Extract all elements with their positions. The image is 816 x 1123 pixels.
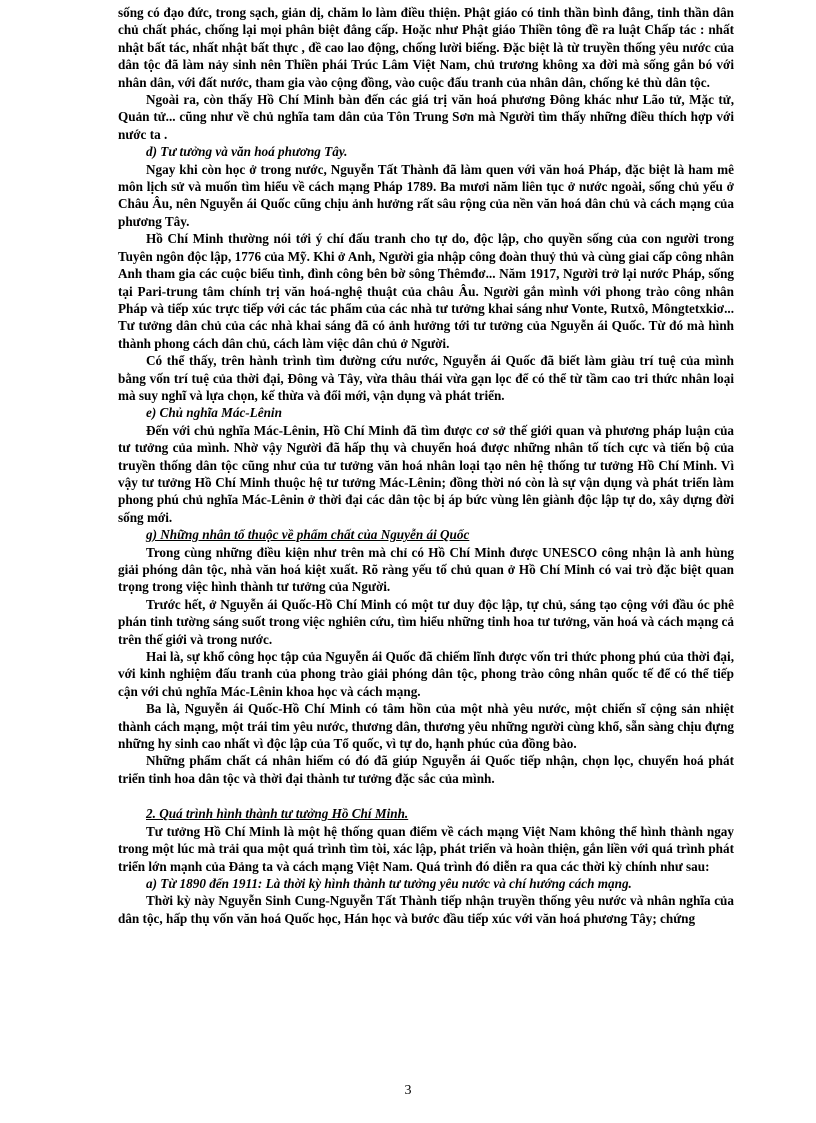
paragraph: Ngay khi còn học ở trong nước, Nguyễn Tất Thành đã làm quen với văn hoá Pháp, đặc biệt là ham mê môn lịch sử và muốn tìm hiểu về cách mạng Pháp 1789. Ba mươi năm liên tục ở nước ngoài, sống chủ yếu ở Châu Âu, nên Nguyễn ái Quốc cũng chịu ảnh hưởng rất sâu rộng của nền văn hoá dân chủ và cách mạng của phương Tây. [118,161,734,229]
paragraph: Trong cùng những điều kiện như trên mà chỉ có Hồ Chí Minh được UNESCO công nhận là anh hùng giải phóng dân tộc, nhà văn hoá kiệt xuất. Rõ ràng yếu tố chủ quan ở Hồ Chí Minh có vai trò đặc biệt quan trọng trong việc hình thành tư tưởng của Người. [118,544,734,595]
paragraph: Thời kỳ này Nguyễn Sinh Cung-Nguyễn Tất Thành tiếp nhận truyền thống yêu nước và nhân nghĩa của dân tộc, hấp thụ vốn văn hoá Quốc học, Hán học và bước đầu tiếp xúc với văn hoá phương Tây; chứng [118,893,734,926]
paragraph: sống có đạo đức, trong sạch, giản dị, chăm lo làm điều thiện. Phật giáo có tinh thần bình đẳng, tinh thần dân chủ chất phác, chống lại mọi phân biệt đẳng cấp. Hoặc như Phật giáo Thiền tông đề ra luật Chấp tác : nhất nhật bất tác, nhất nhật bất thực , đề cao lao động, chống lười biếng. Đặc biệt là từ truyền thống yêu nước của dân tộc đã làm nảy sinh nên Thiền phái Trúc Lâm Việt Nam, chủ trương không xa đời mà sống gắn bó với nhân dân, với đất nước, tham gia vào cộng đồng, vào cuộc đấu tranh của nhân dân, chống kẻ thù dân tộc. [118,5,734,90]
section-heading: 2. Quá trình hình thành tư tưởng Hồ Chí Minh. [146,806,409,822]
section-heading: e) Chủ nghĩa Mác-Lênin [146,405,282,421]
section-heading: d) Tư tưởng và văn hoá phương Tây. [146,144,348,160]
paragraph: Ngoài ra, còn thấy Hồ Chí Minh bàn đến các giá trị văn hoá phương Đông khác như Lão tử, Mặc tử, Quản tử... cũng như về chủ nghĩa tam dân của Tôn Trung Sơn mà Người tìm thấy những điều thích hợp với nước ta . [118,92,734,142]
paragraph: Hai là, sự khổ công học tập của Nguyễn ái Quốc đã chiếm lĩnh được vốn tri thức phong phú của thời đại, với kinh nghiệm đấu tranh của phong trào giải phóng dân tộc, phong trào công nhân quốc tế để có thể tiếp cận với chủ nghĩa Mác-Lênin khoa học và cách mạng. [118,649,734,699]
paragraph: Ba là, Nguyễn ái Quốc-Hồ Chí Minh có tâm hồn của một nhà yêu nước, một chiến sĩ cộng sản nhiệt thành cách mạng, một trái tim yêu nước, thương dân, thương yêu những người cùng khổ, sẵn sàng chịu đựng những hy sinh cao nhất vì độc lập của Tổ quốc, vì tự do, hạnh phúc của đồng bào. [118,701,734,752]
paragraph-spacer [118,787,734,805]
paragraph: Những phẩm chất cá nhân hiếm có đó đã giúp Nguyễn ái Quốc tiếp nhận, chọn lọc, chuyển hoá phát triển tinh hoa dân tộc và thời đại thành tư tưởng đặc sắc của mình. [118,753,734,786]
paragraph: Tư tưởng Hồ Chí Minh là một hệ thống quan điểm về cách mạng Việt Nam không thể hình thành ngay trong một lúc mà trải qua một quá trình tìm tòi, xác lập, phát triển và hoàn thiện, gắn liền với quá trình phát triển lớn mạnh của Đảng ta và cách mạng Việt Nam. Quá trình đó diễn ra qua các thời kỳ chính như sau: [118,823,734,874]
paragraph: Hồ Chí Minh thường nói tới ý chí đấu tranh cho tự do, độc lập, cho quyền sống của con người trong Tuyên ngôn độc lập, 1776 của Mỹ. Khi ở Anh, Người gia nhập công đoàn thuỷ thủ và cùng giai cấp công nhân Anh tham gia các cuộc biểu tình, đình công bên bờ sông Thêmđơ... Năm 1917, Người trở lại nước Pháp, sống tại Pari-trung tâm chính trị văn hoá-nghệ thuật của châu Âu. Người gắn mình với phong trào công nhân Pháp và tiếp xúc trực tiếp với các tác phẩm của các nhà tư tưởng khai sáng như Vonte, Rutxô, Môngtetxkiơ... Tư tưởng dân chủ của các nhà khai sáng đã có ảnh hưởng tới tư tưởng của Nguyễn ái Quốc. Từ đó mà hình thành phong cách dân chủ, cách làm việc dân chủ ở Người. [118,231,734,351]
paragraph: Đến với chủ nghĩa Mác-Lênin, Hồ Chí Minh đã tìm được cơ sở thế giới quan và phương pháp luận của tư tưởng của mình. Nhờ vậy Người đã hấp thụ và chuyển hoá được những nhân tố tích cực và tiến bộ của truyền thống dân tộc cũng như của tư tưởng văn hoá nhân loại tạo nên hệ thống tư tưởng Hồ Chí Minh. Vì vậy tư tưởng Hồ Chí Minh thuộc hệ tư tưởng Mác-Lênin; đồng thời nó còn là sự vận dụng và phát triển làm phong phú chủ nghĩa Mác-Lênin ở thời đại các dân tộc bị áp bức vùng lên giành độc lập tự do, xây dựng đời sống mới. [118,422,734,525]
page-number: 3 [404,1083,412,1098]
document-page [118,4,734,927]
section-heading: a) Từ 1890 đến 1911: Là thời kỳ hình thành tư tưởng yêu nước và chí hướng cách mạng. [146,875,632,891]
paragraph: Trước hết, ở Nguyễn ái Quốc-Hồ Chí Minh có một tư duy độc lập, tự chủ, sáng tạo cộng với đầu óc phê phán tinh tường sáng suốt trong việc nghiên cứu, tìm hiểu những tinh hoa tư tưởng, văn hoá và cách mạng cả trên thế giới và trong nước. [118,596,734,647]
section-heading: g) Những nhân tố thuộc về phẩm chất của Nguyễn ái Quốc [146,527,470,543]
paragraph: Có thể thấy, trên hành trình tìm đường cứu nước, Nguyễn ái Quốc đã biết làm giàu trí tuệ của mình bằng vốn trí tuệ của thời đại, Đông và Tây, vừa thâu thái vừa gạn lọc để có thể từ tầm cao tri thức nhân loại mà suy nghĩ và lựa chọn, kế thừa và đổi mới, vận dụng và phát triển. [118,353,734,403]
